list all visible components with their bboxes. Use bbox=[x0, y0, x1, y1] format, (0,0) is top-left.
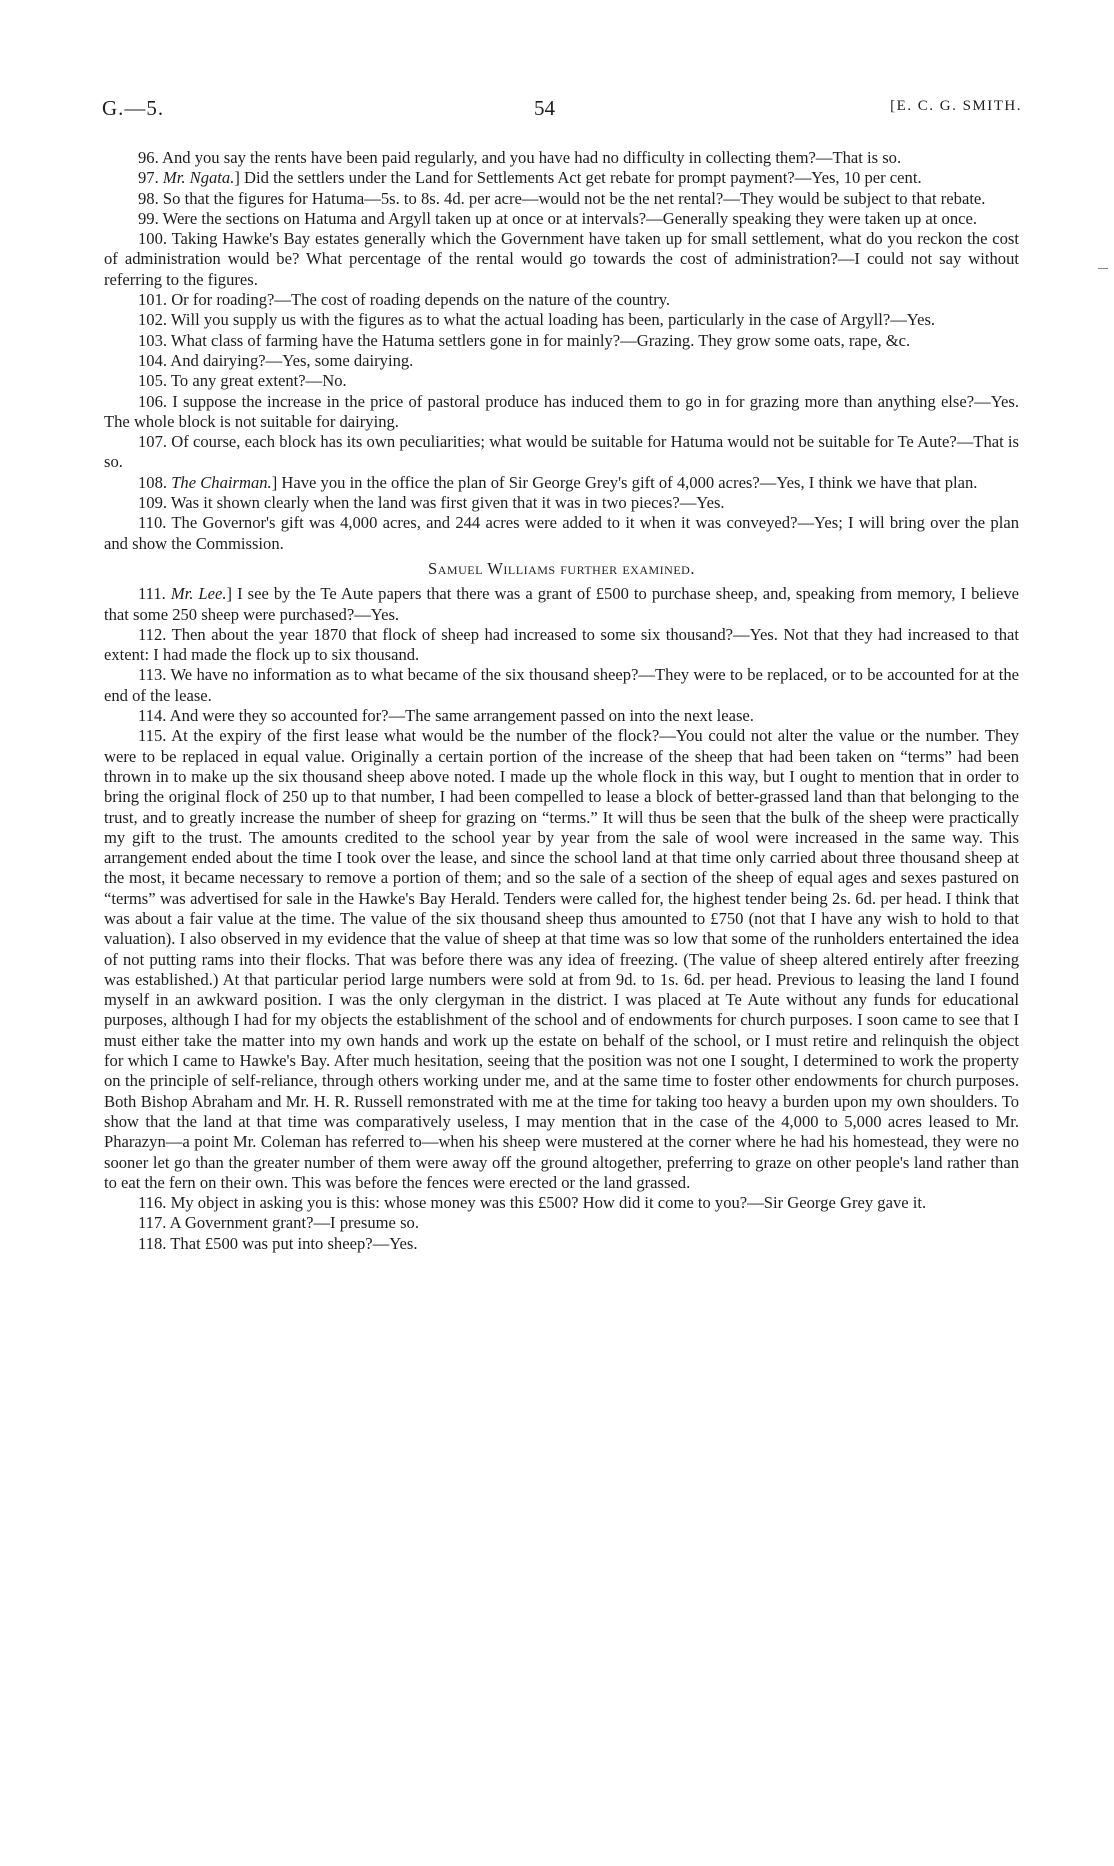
question-107: 107. Of course, each block has its own peculiarities; what would be suitable for Hatuma would not be suitable for Te Aute?—That is so. bbox=[104, 432, 1019, 472]
question-106: 106. I suppose the increase in the price of pastoral produce has induced them to go in for grazing more than anything else?—Yes. The whole block is not suitable for dairying. bbox=[104, 391, 1019, 431]
question-117: 117. A Government grant?—I presume so. bbox=[138, 1213, 419, 1233]
margin-mark bbox=[1098, 268, 1108, 269]
question-100: 100. Taking Hawke's Bay estates generally which the Government have taken up for small settlement, what do you reckon the cost of administration would be? What percentage of the rental would go towards the cost of administration?—I could not say without referring to the figures. bbox=[104, 229, 1019, 289]
question-103: 103. What class of farming have the Hatuma settlers gone in for mainly?—Grazing. They grow some oats, rape, &c. bbox=[138, 330, 911, 350]
speaker-name: The Chairman. bbox=[171, 472, 272, 492]
question-112: 112. Then about the year 1870 that flock of sheep had increased to some six thousand?—Yes. Not that they had increased to that extent: I had made the flock up to six thousand. bbox=[104, 624, 1019, 665]
speaker-name: Mr. Lee. bbox=[170, 584, 227, 604]
question-105: 105. To any great extent?—No. bbox=[138, 371, 347, 391]
question-115: 115. At the expiry of the first lease what would be the number of the flock?—You could not alter the value or the number. They were to be replaced in equal value. Originally a certain portion of the increase of the sheep that had been taken on “terms” had been thrown in to make up the six thousand sheep above noted. I made up the whole flock in this way, but I ought to mention that in order to bring the original flock of 250 up to that number, I had been compelled to lease a block of better-grassed land than that belonging to the trust, and to greatly increase the number of sheep for grazing on “terms.” It will thus be seen that the bulk of the sheep were practically my gift to the trust. The amounts credited to the school year by year from the sale of wool were increased in the same way. This arrangement ended about the time I took over the lease, and since the school land at that time only carried about three thousand sheep at the most, it became necessary to remove a portion of them; and so the sale of a section of the sheep of equal ages and sexes pastured on “terms” was advertised for sale in the Hawke's Bay Herald. Tenders were called for, the highest tender being 2s. 6d. per head. I think that was about a fair value at the time. The value of the six thousand sheep thus amounted to £750 (not that I have any wish to hold to that valuation). I also observed in my evidence that the value of sheep at that time was so low that some of the runholders entertained the idea of not putting rams into their flocks. That was before there was any idea of freezing. (The value of sheep altered entirely after freezing was established.) At that particular period large numbers were sold at from 9d. to 1s. 6d. per head. Previous to leasing the land I found myself in an awkward position. I was the only clergyman in the district. I was placed at Te Aute without any funds for educational purposes, although I had for my objects the establishment of the school and of endowments for church purposes. I soon came to see that I must either take the matter into my own hands and work up the estate on behalf of the school, or I must retire and relinquish the object for which I came to Hawke's Bay. After much hesitation, seeing that the position was not one I sought, I determined to work the property on the principle of self-reliance, through others working under me, and at the same time to foster other endowments for church purposes. Both Bishop Abraham and Mr. H. R. Russell remonstrated with me at the time for taking too heavy a burden upon my own shoulders. To show that the land at that time was comparatively useless, I may mention that in the case of the 4,000 to 5,000 acres leased to Mr. Pharazyn—a point Mr. Coleman has referred to—when his sheep were mustered at the corner where he had his homestead, they were no sooner let go than the greater number of them were away off the ground altogether, preferring to graze on other people's land rather than to eat the fern on their own. This was before the fences were erected or the land grassed. bbox=[104, 726, 1020, 1192]
speaker-name: Mr. Ngata. bbox=[162, 168, 235, 188]
witness-name: [E. C. G. SMITH. bbox=[890, 98, 1022, 114]
section-heading: Samuel Williams further examined. bbox=[428, 558, 695, 578]
question-110: 110. The Governor's gift was 4,000 acres, and 244 acres were added to it when it was conveyed?—Yes; I will bring over the plan and show the Commission. bbox=[104, 513, 1019, 553]
question-102: 102. Will you supply us with the figures as to what the actual loading has been, particularly in the case of Argyll?—Yes. bbox=[138, 310, 936, 330]
question-109: 109. Was it shown clearly when the land was first given that it was in two pieces?—Yes. bbox=[138, 493, 725, 513]
question-108: 108. The Chairman.] Have you in the office the plan of Sir George Grey's gift of 4,000 acres?—Yes, I think we have that plan. bbox=[138, 472, 978, 492]
document-body bbox=[104, 148, 1019, 1254]
page-header bbox=[102, 96, 1022, 126]
question-116: 116. My object in asking you is this: whose money was this £500? How did it come to you?—Sir George Grey gave it. bbox=[138, 1193, 927, 1213]
question-97: 97. Mr. Ngata.] Did the settlers under the Land for Settlements Act get rebate for prompt payment?—Yes, 10 per cent. bbox=[138, 168, 922, 188]
question-113: 113. We have no information as to what became of the six thousand sheep?—They were to be replaced, or to be accounted for at the end of the lease. bbox=[104, 665, 1019, 705]
question-111: 111. Mr. Lee.] I see by the Te Aute papers that there was a grant of £500 to purchase sheep, and, speaking from memory, I believe that some 250 sheep were purchased?—Yes. bbox=[104, 584, 1019, 624]
document-reference: G.—5. bbox=[102, 96, 165, 120]
question-101: 101. Or for roading?—The cost of roading depends on the nature of the country. bbox=[138, 290, 671, 310]
question-118: 118. That £500 was put into sheep?—Yes. bbox=[138, 1233, 418, 1253]
question-104: 104. And dairying?—Yes, some dairying. bbox=[138, 350, 414, 370]
question-99: 99. Were the sections on Hatuma and Argyll taken up at once or at intervals?—Generally speaking they were taken up at once. bbox=[138, 208, 977, 228]
question-96: 96. And you say the rents have been paid regularly, and you have had no difficulty in collecting them?—That is so. bbox=[138, 148, 902, 167]
page-number: 54 bbox=[534, 96, 555, 120]
question-114: 114. And were they so accounted for?—The same arrangement passed on into the next lease. bbox=[138, 706, 754, 726]
question-98: 98. So that the figures for Hatuma—5s. to 8s. 4d. per acre—would not be the net rental?—They would be subject to that rebate. bbox=[138, 188, 986, 208]
